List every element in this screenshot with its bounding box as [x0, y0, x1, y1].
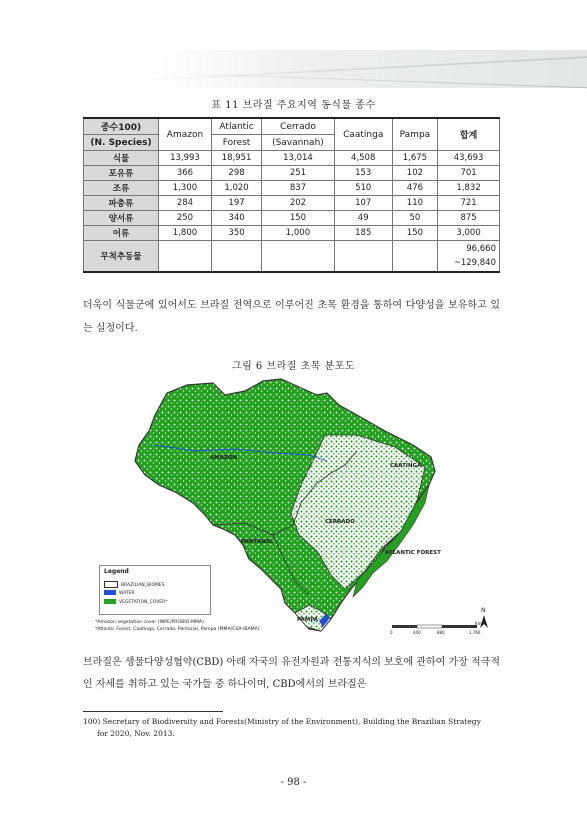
table-cell: 1,300 — [159, 181, 212, 196]
table-cell: 150 — [262, 211, 335, 226]
scale-bar — [392, 625, 477, 628]
table-cell: 50 — [392, 211, 437, 226]
scale-tick: 1.760 — [469, 630, 481, 635]
table-cell: 13,993 — [159, 151, 212, 166]
table-cell: 510 — [334, 181, 392, 196]
invertebrate-total-max: ~129,840 — [453, 258, 496, 268]
table-cell: 350 — [211, 226, 261, 241]
region-label-caatinga: CAATINGA — [390, 463, 422, 469]
water-swatch-icon — [104, 590, 116, 595]
scale-tick: 0 — [390, 630, 393, 635]
row-label: 어류 — [84, 226, 159, 241]
table-cell: 298 — [211, 166, 261, 181]
map-note-amazon: *Amazon vegetation cover (INPE/PROBIO-MMA) — [95, 620, 204, 625]
page-number: - 98 - — [280, 777, 307, 788]
table-cell: 250 — [159, 211, 212, 226]
table-cell: 202 — [262, 196, 335, 211]
table-cell-empty — [211, 241, 261, 273]
legend-label: WATER — [119, 591, 135, 596]
paragraph-vegetation-diversity: 더욱이 식물군에 있어서도 브라질 전역으로 이루어진 초목 환경을 통하여 다양성을 보유하고 있는 실정이다. — [83, 300, 500, 334]
invertebrate-total — [438, 241, 500, 273]
table-cell: 4,508 — [334, 151, 392, 166]
table-row-invertebrates — [84, 241, 500, 273]
region-label-pantanal: PANTANAL — [241, 539, 274, 545]
table-cell: 837 — [262, 181, 335, 196]
table-row — [84, 226, 500, 241]
table-cell: 875 — [438, 211, 500, 226]
table-cell: 107 — [334, 196, 392, 211]
header-amazon: Amazon — [159, 118, 212, 151]
header-n-species: (N. Species) — [84, 135, 159, 151]
legend-item-water — [104, 590, 135, 597]
table-cell: 102 — [392, 166, 437, 181]
table-cell: 1,000 — [262, 226, 335, 241]
header-caatinga: Caatinga — [334, 118, 392, 151]
table-cell: 43,693 — [438, 151, 500, 166]
table-cell: 1,675 — [392, 151, 437, 166]
row-label: 무척추동물 — [84, 241, 159, 273]
legend-label: VEGETATION_COVER* — [119, 600, 168, 605]
scale-unit: Km — [475, 621, 482, 626]
row-label: 식물 — [84, 151, 159, 166]
legend-item-vegetation — [104, 599, 168, 606]
header-savannah: (Savannah) — [262, 135, 335, 151]
table-cell: 18,951 — [211, 151, 261, 166]
row-label: 조류 — [84, 181, 159, 196]
header-pampa: Pampa — [392, 118, 437, 151]
row-label: 포유류 — [84, 166, 159, 181]
table-cell: 476 — [392, 181, 437, 196]
table-row — [84, 211, 500, 226]
region-label-cerrado: CERRADO — [325, 519, 355, 525]
biome-swatch-icon — [104, 581, 118, 588]
footnote — [83, 716, 503, 740]
map-note-biomes: *Atlantic Forest, Caatinga, Cerrado, Pantanal, Pampa (MMA/CSR-IBAMA) — [95, 627, 260, 632]
footnote-divider — [83, 711, 223, 712]
map-legend — [99, 565, 211, 615]
table-cell: 13,014 — [262, 151, 335, 166]
vegetation-swatch-icon — [104, 599, 116, 604]
table-row — [84, 166, 500, 181]
region-label-atlantic-forest: ATLANTIC FOREST — [385, 550, 441, 556]
table-cell: 49 — [334, 211, 392, 226]
invertebrate-total-min: 96,660 — [466, 244, 496, 254]
table-cell: 1,800 — [159, 226, 212, 241]
header-total: 합계 — [438, 118, 500, 151]
table-cell: 366 — [159, 166, 212, 181]
table-cell: 3,000 — [438, 226, 500, 241]
brazil-vegetation-map — [95, 375, 490, 640]
table-cell: 1,020 — [211, 181, 261, 196]
table-cell: 185 — [334, 226, 392, 241]
table-cell: 150 — [392, 226, 437, 241]
table-cell: 701 — [438, 166, 500, 181]
table-cell-empty — [159, 241, 212, 273]
table-cell: 110 — [392, 196, 437, 211]
region-label-amazon: AMAZON — [210, 455, 238, 461]
header-forest: Forest — [211, 135, 261, 151]
table-cell-empty — [334, 241, 392, 273]
header-decoration — [150, 50, 587, 88]
table-caption: 표 11 브라질 주요지역 동식물 종수 — [211, 100, 376, 111]
row-label: 양서류 — [84, 211, 159, 226]
table-cell: 1,832 — [438, 181, 500, 196]
table-row — [84, 151, 500, 166]
header-species-count: 종수100) — [84, 118, 159, 135]
row-label: 파충류 — [84, 196, 159, 211]
table-cell: 721 — [438, 196, 500, 211]
figure-caption: 그림 6 브라질 초목 분포도 — [231, 361, 356, 372]
table-cell: 284 — [159, 196, 212, 211]
legend-item-biomes — [104, 581, 165, 588]
table-cell: 197 — [211, 196, 261, 211]
north-label: N — [481, 607, 486, 614]
region-label-pampa: PAMPA — [297, 617, 319, 623]
table-cell-empty — [392, 241, 437, 273]
species-table — [83, 117, 500, 273]
table-cell: 251 — [262, 166, 335, 181]
table-row — [84, 181, 500, 196]
header-atlantic: Atlantic — [211, 118, 261, 135]
table-row — [84, 196, 500, 211]
scale-tick: 440 — [413, 630, 421, 635]
footnote-line2: for 2020, Nov. 2013. — [97, 729, 175, 738]
table-cell: 340 — [211, 211, 261, 226]
scale-tick: 880 — [437, 630, 445, 635]
legend-label: BRAZILIAN_BIOMES — [121, 583, 165, 588]
footnote-line1: 100) Secretary of Biodiversity and Forests(Ministry of the Environment), Building the Brazilian Strategy — [83, 717, 481, 726]
paragraph-cbd: 브라질은 생물다양성협약(CBD) 아래 자국의 유전자원과 전통지식의 보호에 관하여 가장 적극적인 자세를 취하고 있는 국가들 중 하나이며, CBD에서의 브라질은 — [83, 657, 500, 690]
table-cell: 153 — [334, 166, 392, 181]
header-cerrado: Cerrado — [262, 118, 335, 135]
legend-title: Legend — [104, 568, 129, 575]
table-cell-empty — [262, 241, 335, 273]
